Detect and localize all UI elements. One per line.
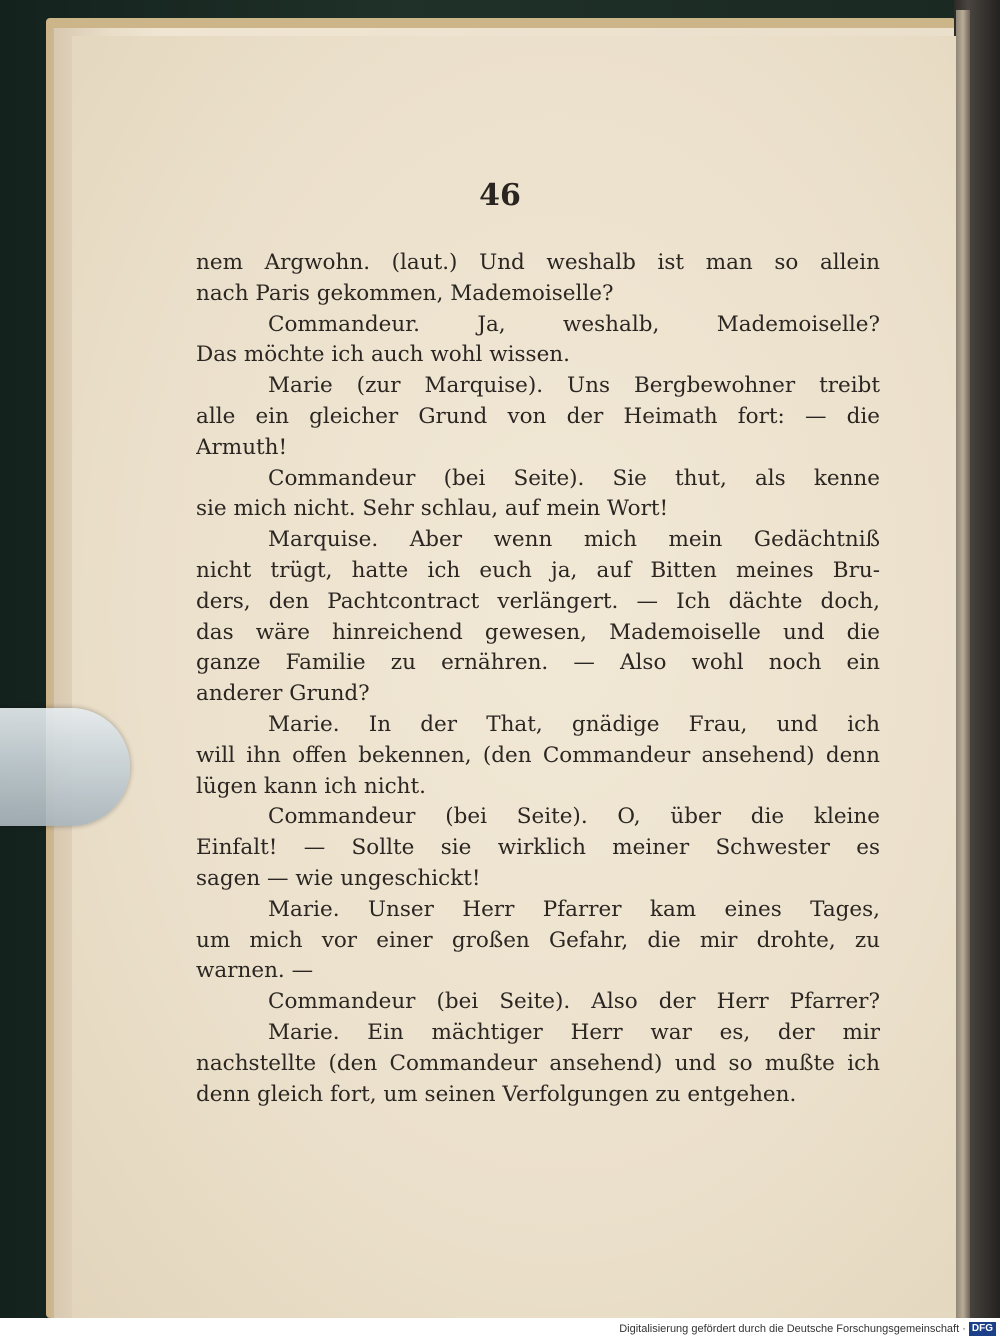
text-line: Commandeur (bei Seite). O, über die kleine bbox=[268, 804, 880, 830]
text-line: warnen. — bbox=[196, 958, 314, 984]
text-line: Einfalt! — Sollte sie wirklich meiner Schwester es bbox=[196, 835, 880, 861]
text-line: Commandeur (bei Seite). Sie thut, als kenne bbox=[268, 465, 880, 491]
text-line: nachstellte (den Commandeur ansehend) und so mußte ich bbox=[196, 1050, 880, 1076]
text-line: will ihn offen bekennen, (den Commandeur ansehend) denn bbox=[196, 742, 880, 768]
page-clip bbox=[0, 708, 130, 826]
text-line: Marquise. Aber wenn mich mein Gedächtniß bbox=[268, 527, 880, 553]
text-line: um mich vor einer großen Gefahr, die mir drohte, zu bbox=[196, 927, 880, 953]
footer-credit bbox=[0, 1318, 1000, 1340]
text-line: Commandeur. Ja, weshalb, Mademoiselle? bbox=[268, 311, 880, 337]
text-line: alle ein gleicher Grund von der Heimath fort: — die bbox=[196, 403, 880, 429]
text-line: Commandeur (bei Seite). Also der Herr Pfarrer? bbox=[268, 989, 880, 1015]
footer-credit-text: Digitalisierung gefördert durch die Deutsche Forschungsgemeinschaft · bbox=[619, 1323, 966, 1335]
text-line: Das möchte ich auch wohl wissen. bbox=[196, 342, 570, 368]
text-line: Marie. Unser Herr Pfarrer kam eines Tages, bbox=[268, 896, 880, 922]
text-line: sie mich nicht. Sehr schlau, auf mein Wort! bbox=[196, 496, 669, 522]
page-number: 46 bbox=[479, 178, 521, 213]
text-line: ganze Familie zu ernähren. — Also wohl noch ein bbox=[196, 650, 880, 676]
text-line: das wäre hinreichend gewesen, Mademoiselle und die bbox=[196, 619, 880, 645]
text-line: nem Argwohn. (laut.) Und weshalb ist man so allein bbox=[196, 250, 880, 275]
text-line: sagen — wie ungeschickt! bbox=[196, 865, 481, 891]
text-line: ders, den Pachtcontract verlängert. — Ich dächte doch, bbox=[196, 588, 880, 614]
dfg-logo: DFG bbox=[969, 1322, 996, 1336]
text-line: lügen kann ich nicht. bbox=[196, 773, 426, 799]
text-line: Marie (zur Marquise). Uns Bergbewohner treibt bbox=[268, 373, 880, 399]
text-line: denn gleich fort, um seinen Verfolgungen zu entgehen. bbox=[196, 1081, 797, 1107]
text-line: nach Paris gekommen, Mademoiselle? bbox=[196, 280, 614, 306]
text-line: anderer Grund? bbox=[196, 681, 370, 707]
text-line: nicht trügt, hatte ich euch ja, auf Bitten meines Bru- bbox=[196, 557, 880, 583]
page-text bbox=[196, 248, 880, 1110]
text-line: Marie. In der That, gnädige Frau, und ich bbox=[268, 711, 880, 737]
text-line: Armuth! bbox=[196, 434, 288, 460]
text-line: Marie. Ein mächtiger Herr war es, der mir bbox=[268, 1019, 880, 1045]
